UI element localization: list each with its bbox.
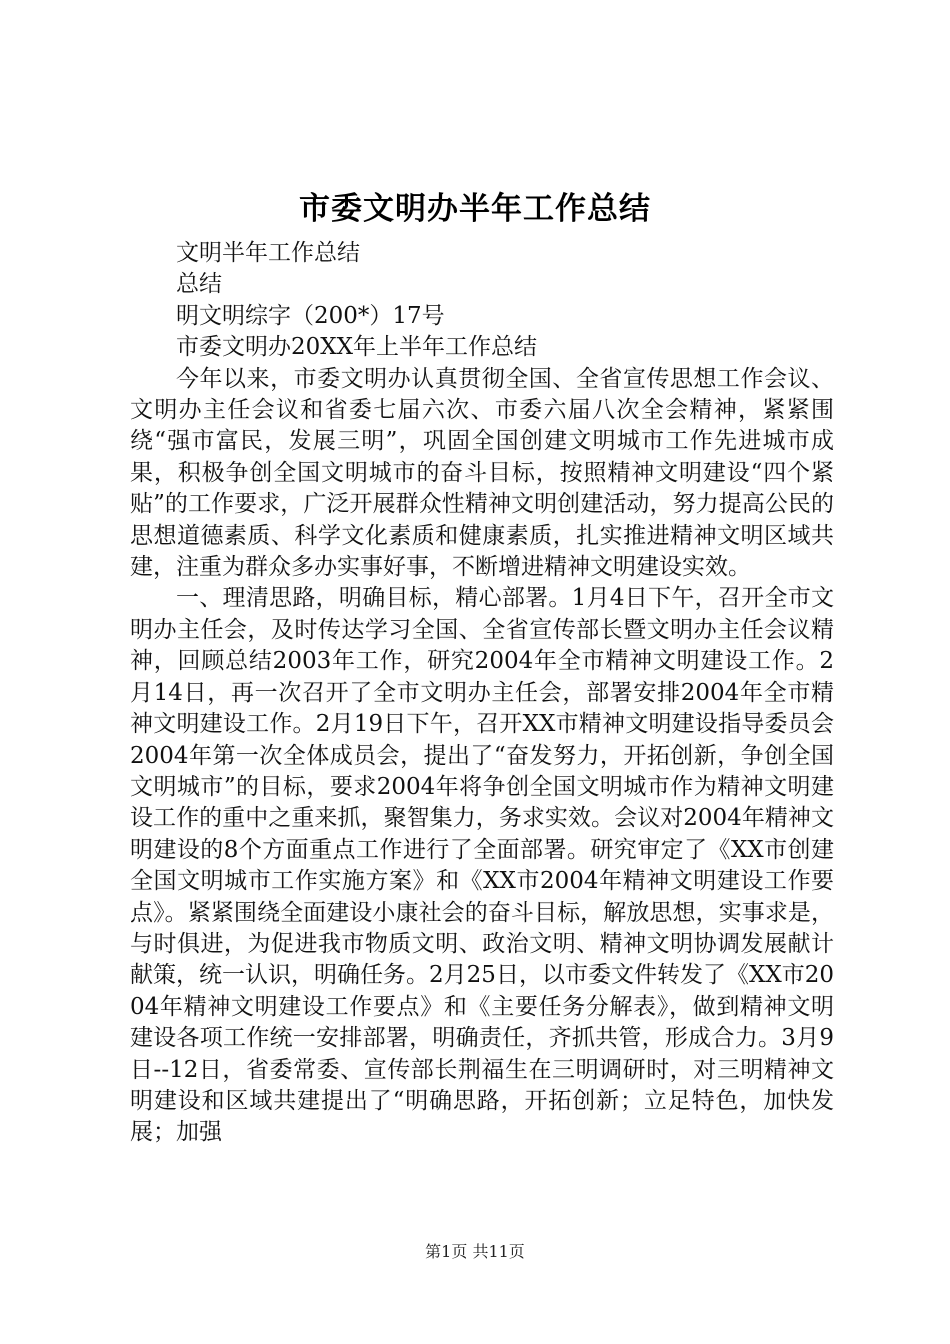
page-footer: 第1页 共11页 — [425, 1242, 525, 1261]
report-heading-line: 市委文明办20XX年上半年工作总结 — [176, 334, 538, 361]
document-body — [130, 238, 834, 1149]
paragraph-intro: 今年以来，市委文明办认真贯彻全国、全省宣传思想工作会议、文明办主任会议和省委七届六次、市委六届八次全会精神，紧紧围绕“强市富民，发展三明”，巩固全国创建文明城市工作先进城市成果，积极争创全国文明城市的奋斗目标，按照精神文明建设“四个紧贴”的工作要求，广泛开展群众性精神文明创建活动，努力提高公民的思想道德素质、科学文化素质和健康素质，扎实推进精神文明区域共建，注重为群众多办实事好事，不断增进精神文明建设实效。 — [130, 365, 834, 581]
paragraph-section-one: 一、理清思路，明确目标，精心部署。1月4日下午，召开全市文明办主任会，及时传达学习全国、全省宣传部长暨文明办主任会议精神，回顾总结2003年工作，研究2004年全市精神文明建设工作。2月14日，再一次召开了全市文明办主任会，部署安排2004年全市精神文明建设工作。2月19日下午，召开XX市精神文明建设指导委员会2004年第一次全体成员会，提出了“奋发努力，开拓创新，争创全国文明城市”的目标，要求2004年将争创全国文明城市作为精神文明建设工作的重中之重来抓，聚智集力，务求实效。会议对2004年精神文明建设的8个方面重点工作进行了全面部署。研究审定了《XX市创建全国文明城市工作实施方案》和《XX市2004年精神文明建设工作要点》。紧紧围绕全面建设小康社会的奋斗目标，解放思想，实事求是，与时俱进，为促进我市物质文明、政治文明、精神文明协调发展献计献策，统一认识，明确任务。2月25日，以市委文件转发了《XX市2004年精神文明建设工作要点》和《主要任务分解表》，做到精神文明建设各项工作统一安排部署，明确责任，齐抓共管，形成合力。3月9日--12日，省委常委、宣传部长荆福生在三明调研时，对三明精神文明建设和区域共建提出了“明确思路，开拓创新；立足特色，加快发展；加强 — [130, 585, 834, 1146]
subtitle-line: 文明半年工作总结 — [176, 240, 360, 266]
document-number-line: 明文明综字（200*）17号 — [176, 302, 445, 329]
document-title: 市委文明办半年工作总结 — [299, 191, 651, 227]
subtitle-line: 总结 — [176, 271, 222, 298]
